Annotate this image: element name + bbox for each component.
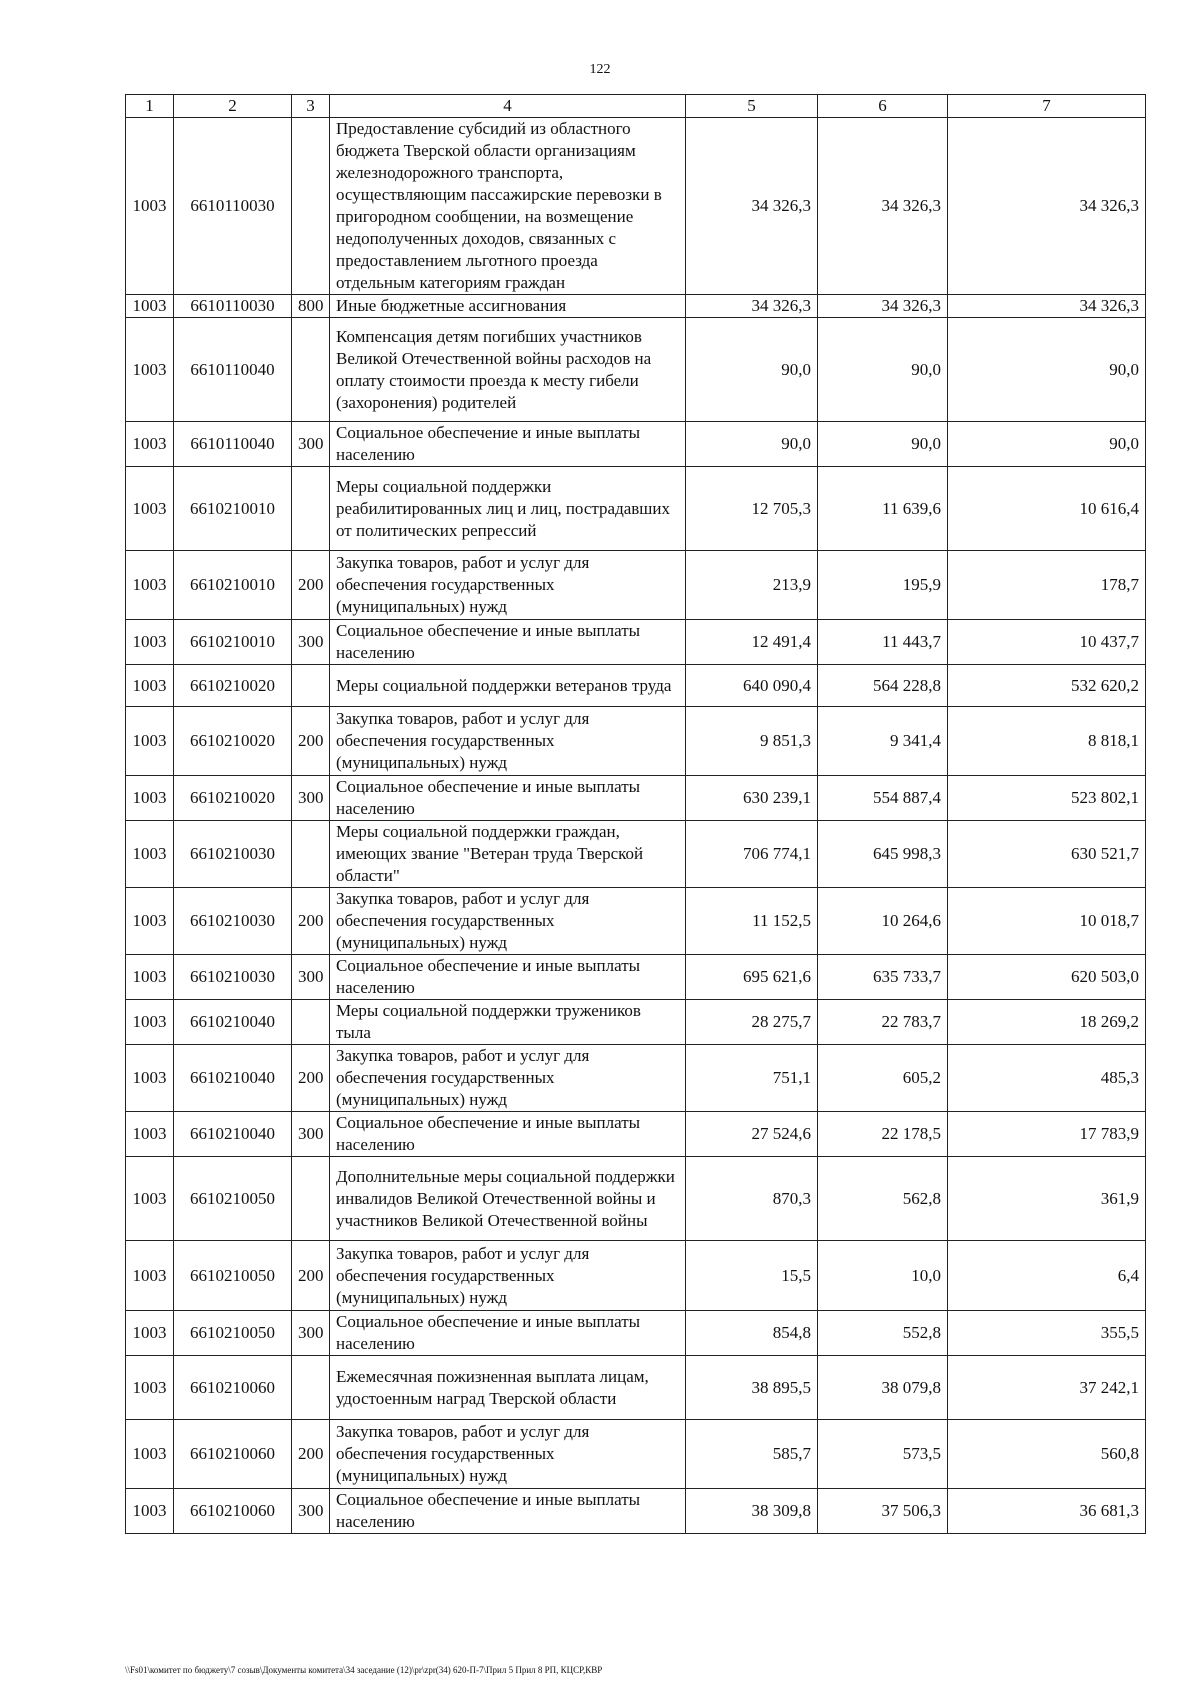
budget-code: 1003	[126, 422, 174, 467]
table-row	[126, 821, 1146, 888]
amount-col-7: 10 616,4	[948, 467, 1146, 551]
amount-col-5: 90,0	[686, 318, 818, 422]
amount-col-6: 562,8	[818, 1157, 948, 1241]
amount-col-5: 751,1	[686, 1045, 818, 1112]
amount-col-6: 195,9	[818, 551, 948, 620]
amount-col-7: 90,0	[948, 318, 1146, 422]
amount-col-7: 36 681,3	[948, 1489, 1146, 1534]
budget-code: 1003	[126, 955, 174, 1000]
item-name: Социальное обеспечение и иные выплаты населению	[330, 1489, 686, 1534]
amount-col-6: 22 178,5	[818, 1112, 948, 1157]
target-article-code: 6610210040	[174, 1000, 292, 1045]
amount-col-6: 10,0	[818, 1241, 948, 1311]
item-name: Социальное обеспечение и иные выплаты населению	[330, 422, 686, 467]
amount-col-6: 10 264,6	[818, 888, 948, 955]
budget-code: 1003	[126, 1000, 174, 1045]
col-header-4: 4	[330, 95, 686, 118]
table-row	[126, 776, 1146, 821]
budget-code: 1003	[126, 318, 174, 422]
amount-col-6: 11 443,7	[818, 620, 948, 665]
expense-type-code: 200	[292, 551, 330, 620]
budget-code: 1003	[126, 888, 174, 955]
budget-code: 1003	[126, 295, 174, 318]
amount-col-5: 38 309,8	[686, 1489, 818, 1534]
budget-code: 1003	[126, 467, 174, 551]
budget-code: 1003	[126, 118, 174, 295]
expense-type-code	[292, 821, 330, 888]
amount-col-7: 10 018,7	[948, 888, 1146, 955]
amount-col-5: 870,3	[686, 1157, 818, 1241]
table-row	[126, 1045, 1146, 1112]
item-name: Меры социальной поддержки реабилитированных лиц и лиц, пострадавших от политических репрессий	[330, 467, 686, 551]
amount-col-5: 630 239,1	[686, 776, 818, 821]
table-row	[126, 665, 1146, 707]
amount-col-6: 34 326,3	[818, 295, 948, 318]
target-article-code: 6610110040	[174, 422, 292, 467]
col-header-2: 2	[174, 95, 292, 118]
budget-code: 1003	[126, 1311, 174, 1356]
expense-type-code: 300	[292, 955, 330, 1000]
target-article-code: 6610210020	[174, 776, 292, 821]
target-article-code: 6610210030	[174, 888, 292, 955]
amount-col-5: 9 851,3	[686, 707, 818, 776]
amount-col-6: 573,5	[818, 1420, 948, 1489]
amount-col-7: 630 521,7	[948, 821, 1146, 888]
amount-col-7: 37 242,1	[948, 1356, 1146, 1420]
expense-type-code	[292, 665, 330, 707]
item-name: Закупка товаров, работ и услуг для обеспечения государственных (муниципальных) нужд	[330, 551, 686, 620]
table-row	[126, 707, 1146, 776]
target-article-code: 6610210030	[174, 821, 292, 888]
amount-col-6: 11 639,6	[818, 467, 948, 551]
target-article-code: 6610210040	[174, 1112, 292, 1157]
table-row	[126, 422, 1146, 467]
amount-col-6: 34 326,3	[818, 118, 948, 295]
target-article-code: 6610210010	[174, 467, 292, 551]
expense-type-code	[292, 118, 330, 295]
amount-col-7: 17 783,9	[948, 1112, 1146, 1157]
budget-table	[125, 94, 1146, 1534]
expense-type-code: 300	[292, 776, 330, 821]
amount-col-5: 695 621,6	[686, 955, 818, 1000]
target-article-code: 6610110040	[174, 318, 292, 422]
table-row	[126, 620, 1146, 665]
amount-col-7: 560,8	[948, 1420, 1146, 1489]
target-article-code: 6610210020	[174, 707, 292, 776]
amount-col-5: 15,5	[686, 1241, 818, 1311]
table-row	[126, 1241, 1146, 1311]
item-name: Закупка товаров, работ и услуг для обеспечения государственных (муниципальных) нужд	[330, 888, 686, 955]
expense-type-code: 300	[292, 620, 330, 665]
page-number: 122	[589, 62, 611, 77]
item-name: Социальное обеспечение и иные выплаты населению	[330, 620, 686, 665]
expense-type-code	[292, 467, 330, 551]
amount-col-7: 10 437,7	[948, 620, 1146, 665]
target-article-code: 6610210020	[174, 665, 292, 707]
amount-col-7: 34 326,3	[948, 295, 1146, 318]
amount-col-7: 523 802,1	[948, 776, 1146, 821]
amount-col-6: 90,0	[818, 318, 948, 422]
table-row	[126, 118, 1146, 295]
budget-code: 1003	[126, 620, 174, 665]
amount-col-6: 22 783,7	[818, 1000, 948, 1045]
amount-col-6: 552,8	[818, 1311, 948, 1356]
target-article-code: 6610110030	[174, 118, 292, 295]
item-name: Иные бюджетные ассигнования	[330, 295, 686, 318]
table-row	[126, 551, 1146, 620]
amount-col-5: 34 326,3	[686, 118, 818, 295]
item-name: Предоставление субсидий из областного бюджета Тверской области организациям железнодорожного транспорта, осуществляющим пассажирские перевозки в пригородном сообщении, на возмещение недополученных доходов, связанных с предоставлением льготного проезда отдельным категориям граждан	[330, 118, 686, 295]
item-name: Социальное обеспечение и иные выплаты населению	[330, 1311, 686, 1356]
budget-code: 1003	[126, 1489, 174, 1534]
table-row	[126, 467, 1146, 551]
expense-type-code: 300	[292, 1489, 330, 1534]
amount-col-5: 27 524,6	[686, 1112, 818, 1157]
expense-type-code	[292, 318, 330, 422]
expense-type-code: 300	[292, 422, 330, 467]
item-name: Меры социальной поддержки ветеранов труда	[330, 665, 686, 707]
table-row	[126, 1311, 1146, 1356]
amount-col-7: 90,0	[948, 422, 1146, 467]
table-row	[126, 1489, 1146, 1534]
budget-code: 1003	[126, 1356, 174, 1420]
item-name: Социальное обеспечение и иные выплаты населению	[330, 955, 686, 1000]
item-name: Закупка товаров, работ и услуг для обеспечения государственных (муниципальных) нужд	[330, 1045, 686, 1112]
target-article-code: 6610210060	[174, 1489, 292, 1534]
target-article-code: 6610210060	[174, 1356, 292, 1420]
amount-col-5: 11 152,5	[686, 888, 818, 955]
item-name: Закупка товаров, работ и услуг для обеспечения государственных (муниципальных) нужд	[330, 707, 686, 776]
amount-col-5: 213,9	[686, 551, 818, 620]
amount-col-5: 585,7	[686, 1420, 818, 1489]
file-path-footer: \\Fs01\комитет по бюджету\7 созыв\Документы комитета\34 заседание (12)\pr\zpr(34) 620-П-7\Прил 5 Прил 8 РП, КЦСР,КВР	[125, 1665, 603, 1675]
amount-col-7: 18 269,2	[948, 1000, 1146, 1045]
target-article-code: 6610210060	[174, 1420, 292, 1489]
item-name: Закупка товаров, работ и услуг для обеспечения государственных (муниципальных) нужд	[330, 1420, 686, 1489]
budget-code: 1003	[126, 1045, 174, 1112]
amount-col-7: 8 818,1	[948, 707, 1146, 776]
target-article-code: 6610210050	[174, 1241, 292, 1311]
amount-col-6: 645 998,3	[818, 821, 948, 888]
budget-code: 1003	[126, 776, 174, 821]
item-name: Компенсация детям погибших участников Великой Отечественной войны расходов на оплату стоимости проезда к месту гибели (захоронения) родителей	[330, 318, 686, 422]
item-name: Меры социальной поддержки тружеников тыла	[330, 1000, 686, 1045]
budget-code: 1003	[126, 1420, 174, 1489]
table-body	[126, 118, 1146, 1534]
item-name: Дополнительные меры социальной поддержки инвалидов Великой Отечественной войны и участников Великой Отечественной войны	[330, 1157, 686, 1241]
target-article-code: 6610210010	[174, 551, 292, 620]
budget-code: 1003	[126, 551, 174, 620]
col-header-6: 6	[818, 95, 948, 118]
amount-col-6: 90,0	[818, 422, 948, 467]
amount-col-5: 38 895,5	[686, 1356, 818, 1420]
expense-type-code: 300	[292, 1311, 330, 1356]
target-article-code: 6610210050	[174, 1311, 292, 1356]
target-article-code: 6610210040	[174, 1045, 292, 1112]
amount-col-7: 532 620,2	[948, 665, 1146, 707]
table-row	[126, 888, 1146, 955]
item-name: Закупка товаров, работ и услуг для обеспечения государственных (муниципальных) нужд	[330, 1241, 686, 1311]
table-row	[126, 1356, 1146, 1420]
amount-col-5: 12 705,3	[686, 467, 818, 551]
table-row	[126, 1000, 1146, 1045]
amount-col-5: 12 491,4	[686, 620, 818, 665]
item-name: Меры социальной поддержки граждан, имеющих звание "Ветеран труда Тверской области"	[330, 821, 686, 888]
budget-code: 1003	[126, 1112, 174, 1157]
target-article-code: 6610210010	[174, 620, 292, 665]
item-name: Ежемесячная пожизненная выплата лицам, удостоенным наград Тверской области	[330, 1356, 686, 1420]
table-row	[126, 1420, 1146, 1489]
expense-type-code: 200	[292, 888, 330, 955]
col-header-3: 3	[292, 95, 330, 118]
table-row	[126, 1157, 1146, 1241]
amount-col-7: 361,9	[948, 1157, 1146, 1241]
budget-code: 1003	[126, 1241, 174, 1311]
column-number-row	[126, 95, 1146, 118]
budget-code: 1003	[126, 821, 174, 888]
amount-col-7: 34 326,3	[948, 118, 1146, 295]
expense-type-code: 800	[292, 295, 330, 318]
table-row	[126, 318, 1146, 422]
expense-type-code: 200	[292, 1241, 330, 1311]
col-header-7: 7	[948, 95, 1146, 118]
amount-col-5: 640 090,4	[686, 665, 818, 707]
expense-type-code	[292, 1157, 330, 1241]
expense-type-code	[292, 1356, 330, 1420]
target-article-code: 6610210050	[174, 1157, 292, 1241]
amount-col-5: 90,0	[686, 422, 818, 467]
amount-col-7: 178,7	[948, 551, 1146, 620]
budget-code: 1003	[126, 665, 174, 707]
amount-col-5: 28 275,7	[686, 1000, 818, 1045]
amount-col-7: 355,5	[948, 1311, 1146, 1356]
item-name: Социальное обеспечение и иные выплаты населению	[330, 776, 686, 821]
target-article-code: 6610110030	[174, 295, 292, 318]
expense-type-code: 200	[292, 1420, 330, 1489]
amount-col-6: 554 887,4	[818, 776, 948, 821]
amount-col-7: 485,3	[948, 1045, 1146, 1112]
amount-col-6: 635 733,7	[818, 955, 948, 1000]
col-header-1: 1	[126, 95, 174, 118]
amount-col-6: 37 506,3	[818, 1489, 948, 1534]
amount-col-7: 6,4	[948, 1241, 1146, 1311]
expense-type-code: 300	[292, 1112, 330, 1157]
budget-code: 1003	[126, 707, 174, 776]
item-name: Социальное обеспечение и иные выплаты населению	[330, 1112, 686, 1157]
expense-type-code: 200	[292, 1045, 330, 1112]
target-article-code: 6610210030	[174, 955, 292, 1000]
table-row	[126, 1112, 1146, 1157]
amount-col-6: 605,2	[818, 1045, 948, 1112]
table-row	[126, 295, 1146, 318]
table-row	[126, 955, 1146, 1000]
amount-col-6: 38 079,8	[818, 1356, 948, 1420]
amount-col-6: 9 341,4	[818, 707, 948, 776]
amount-col-7: 620 503,0	[948, 955, 1146, 1000]
amount-col-6: 564 228,8	[818, 665, 948, 707]
expense-type-code	[292, 1000, 330, 1045]
amount-col-5: 34 326,3	[686, 295, 818, 318]
expense-type-code: 200	[292, 707, 330, 776]
amount-col-5: 706 774,1	[686, 821, 818, 888]
col-header-5: 5	[686, 95, 818, 118]
budget-code: 1003	[126, 1157, 174, 1241]
amount-col-5: 854,8	[686, 1311, 818, 1356]
